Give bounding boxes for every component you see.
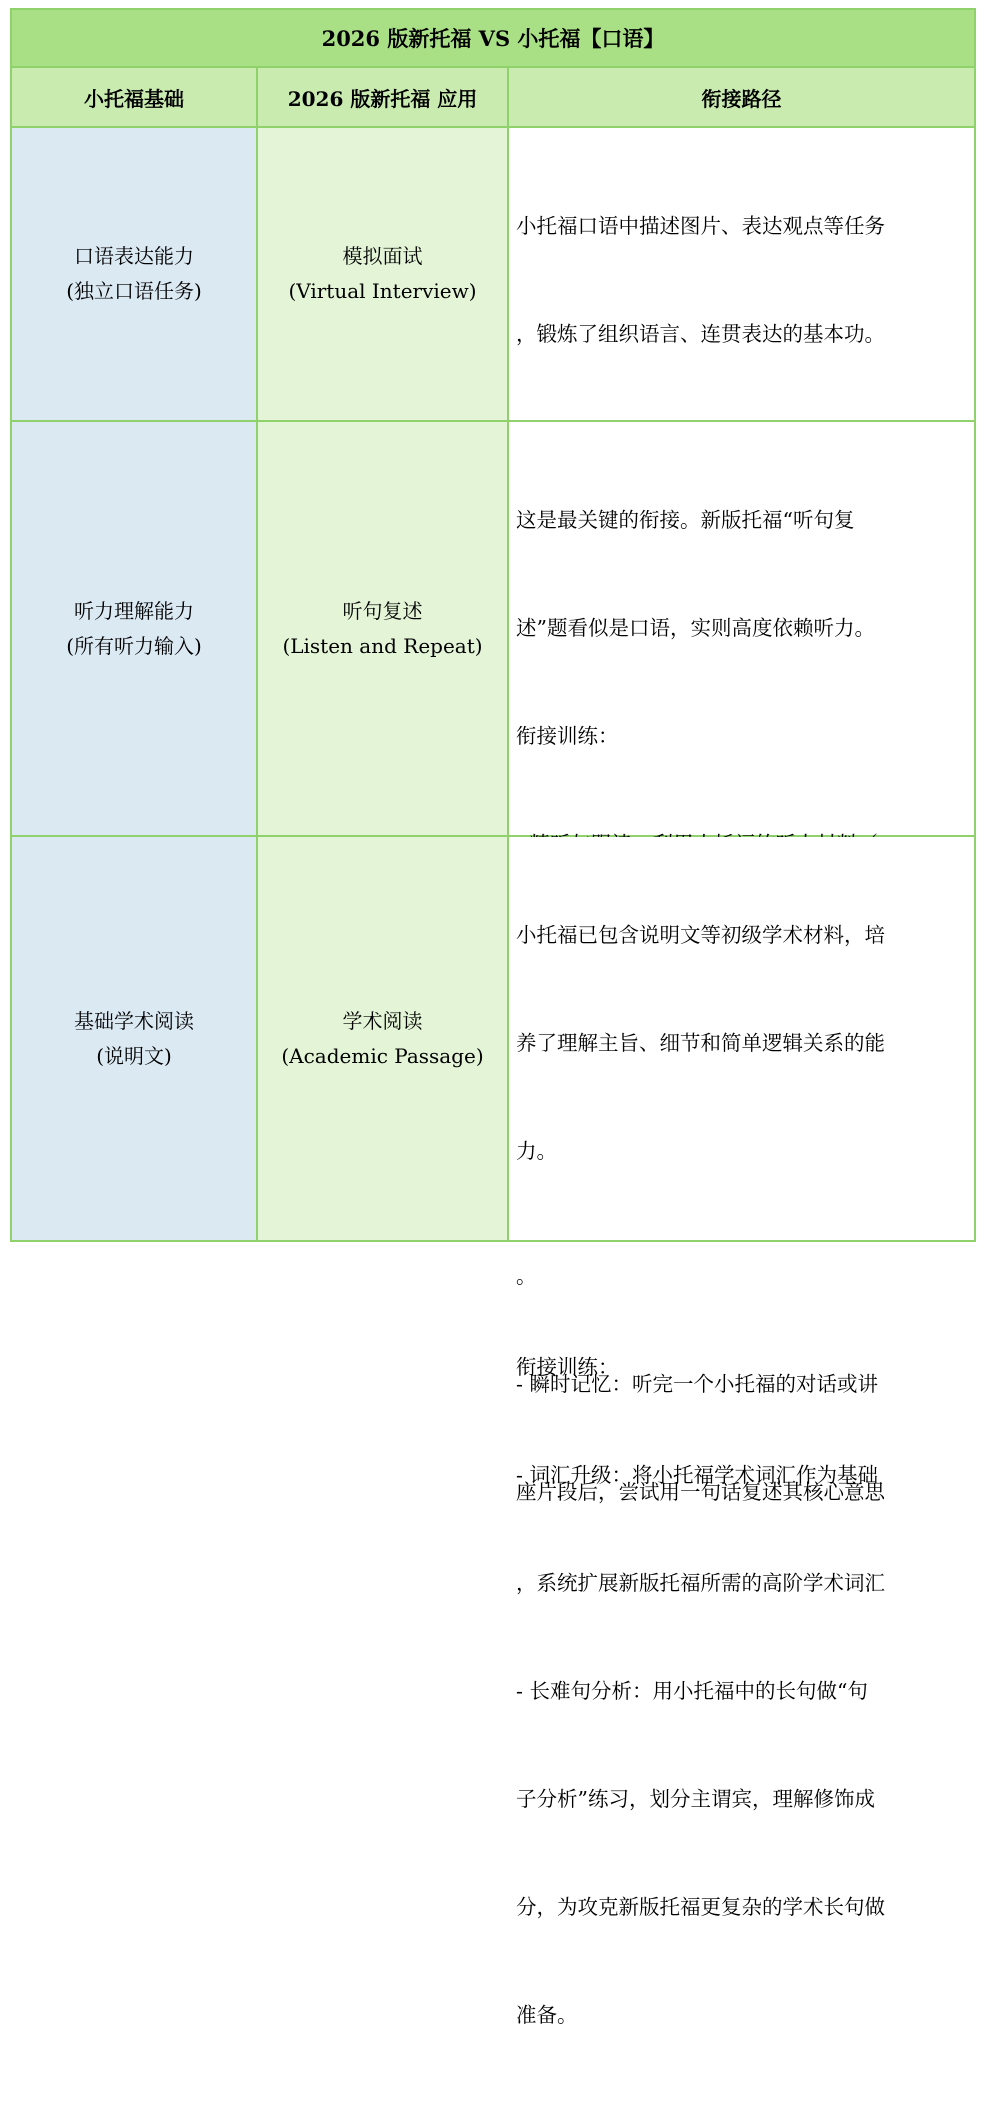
- path-line: 小托福口语中描述图片、表达观点等任务: [516, 214, 885, 238]
- basis-cell: [12, 422, 258, 835]
- path-line: 。: [516, 1264, 537, 1288]
- path-line: - 长难句分析：用小托福中的长句做“句: [516, 1679, 868, 1703]
- application-cell: [258, 422, 509, 835]
- path-line: 这是最关键的衔接。新版托福“听句复: [516, 508, 855, 532]
- basis-title: 听力理解能力: [74, 598, 194, 623]
- header-application: 2026 版新托福 应用: [258, 68, 509, 126]
- header-path: 衔接路径: [701, 86, 782, 111]
- path-cell: [509, 128, 974, 420]
- table-title: [12, 10, 974, 68]
- path-line: ，锻炼了组织语言、连贯表达的基本功。: [516, 322, 885, 346]
- application-cell: [258, 837, 509, 1240]
- basis-title: 基础学术阅读: [74, 1008, 194, 1033]
- path-line: - 瞬时记忆：听完一个小托福的对话或讲: [516, 1372, 878, 1396]
- application-title: 听句复述: [342, 598, 423, 623]
- basis-cell: [12, 837, 258, 1240]
- table-row: [12, 128, 974, 422]
- basis-subtitle: (说明文): [96, 1043, 172, 1068]
- path-line: 分，为攻克新版托福更复杂的学术长句做: [516, 1895, 885, 1919]
- application-title: 学术阅读: [342, 1008, 423, 1033]
- table-title-text: 2026 版新托福 VS 小托福【口语】: [321, 26, 665, 51]
- path-line: 准备。: [516, 2003, 578, 2027]
- basis-cell: [12, 128, 258, 420]
- path-line: 力。: [516, 1139, 557, 1163]
- application-subtitle: (Academic Passage): [281, 1043, 484, 1068]
- path-line: ，系统扩展新版托福所需的高阶学术词汇: [516, 1571, 885, 1595]
- basis-title: 口语表达能力: [74, 244, 194, 268]
- header-basis: 小托福基础: [12, 68, 258, 126]
- application-subtitle: (Listen and Repeat): [282, 633, 483, 658]
- path-line: 养了理解主旨、细节和简单逻辑关系的能: [516, 1031, 885, 1055]
- table-header: [12, 68, 974, 128]
- path-line: - 词汇升级：将小托福学术词汇作为基础: [516, 1463, 878, 1487]
- path-line: 衔接训练：: [516, 1355, 619, 1379]
- path-line: 衔接训练：: [516, 724, 619, 748]
- application-subtitle: (Virtual Interview): [288, 279, 477, 303]
- path-line: 子分析”练习，划分主谓宾，理解修饰成: [516, 1787, 875, 1811]
- path-line: 小托福已包含说明文等初级学术材料，培: [516, 923, 885, 947]
- path-line: 述”题看似是口语，实则高度依赖听力。: [516, 616, 875, 640]
- application-title: 模拟面试: [342, 244, 423, 268]
- basis-subtitle: (独立口语任务): [66, 279, 202, 303]
- path-line: 座片段后，尝试用一句话复述其核心意思: [516, 1480, 885, 1504]
- path-blank-line: [516, 1241, 964, 1277]
- application-cell: [258, 128, 509, 420]
- comparison-table: [10, 8, 976, 2027]
- basis-subtitle: (所有听力输入): [66, 633, 202, 658]
